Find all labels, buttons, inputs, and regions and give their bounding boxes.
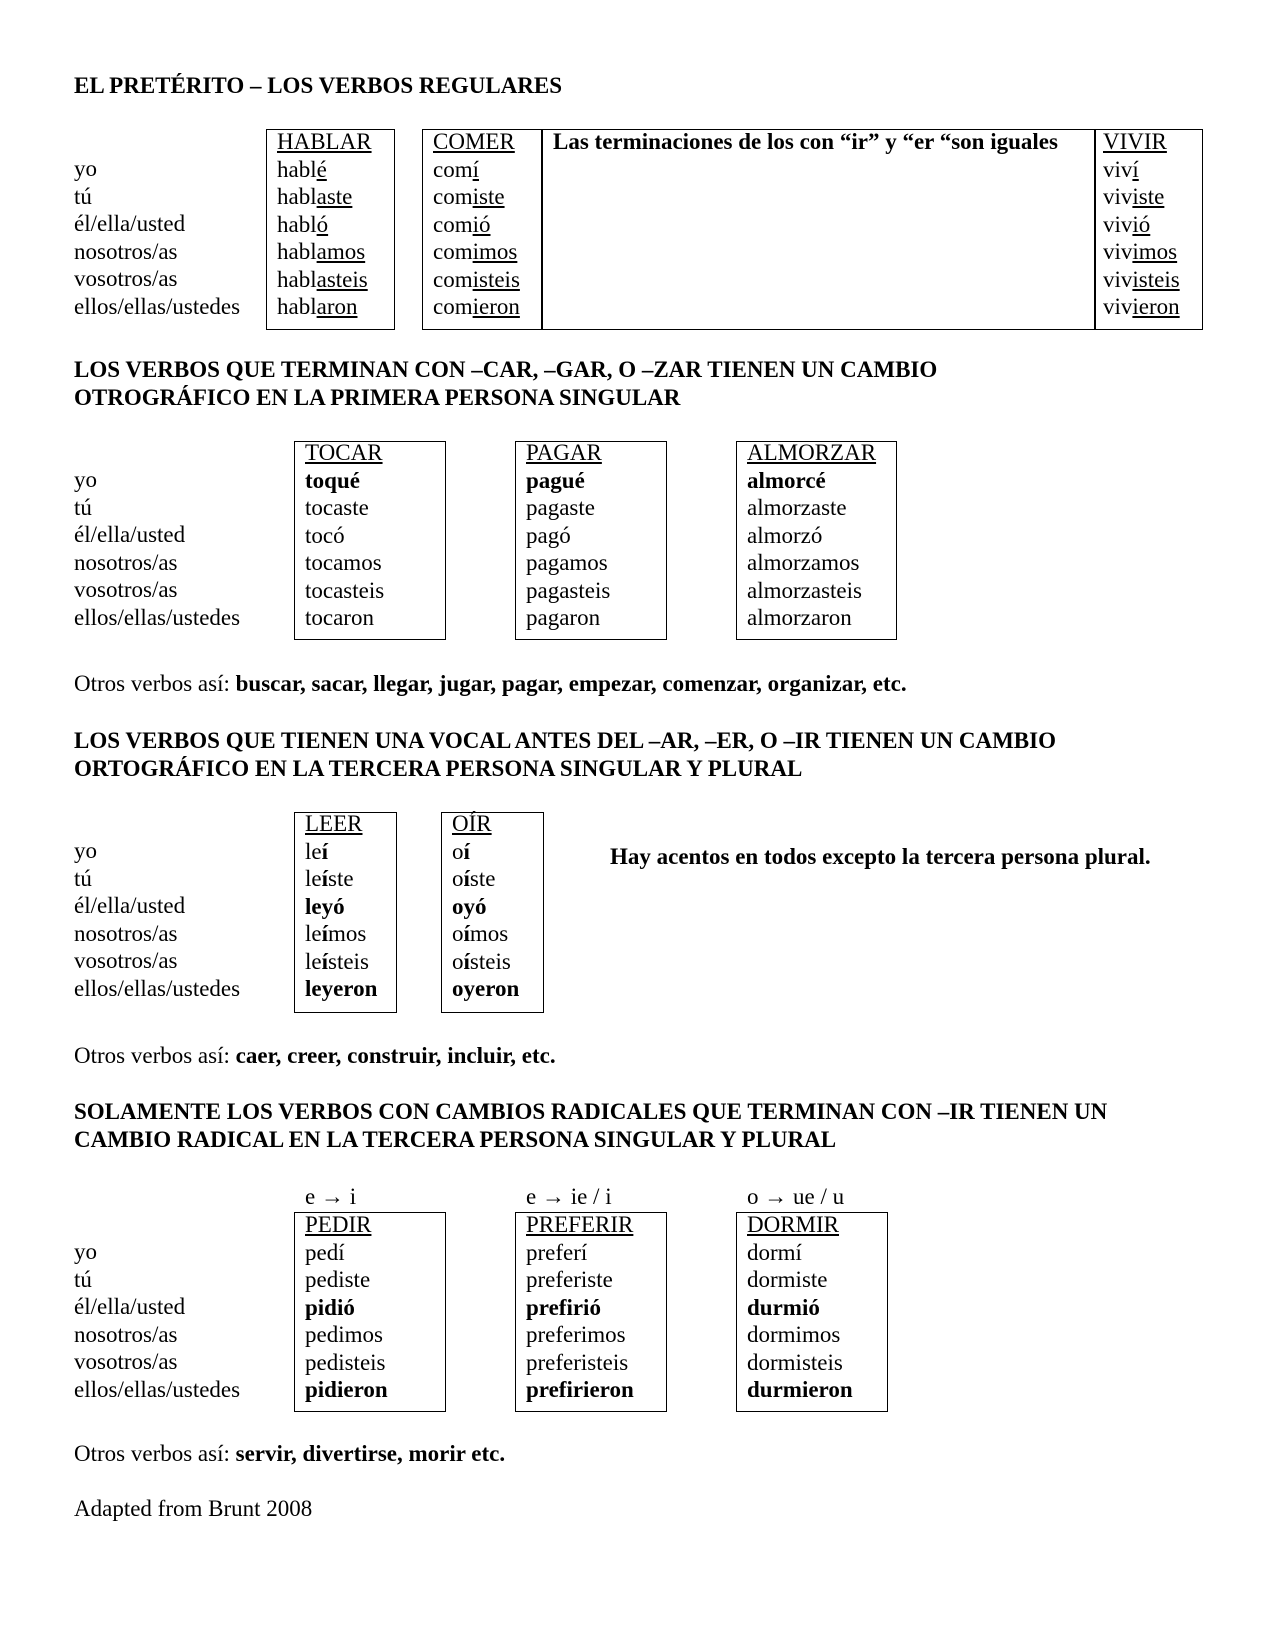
leer-form-tu: leíste [305, 866, 354, 891]
almorzar-form-ellos: almorzaron [747, 605, 852, 630]
pedir-form-el: pidió [305, 1294, 355, 1320]
pronoun-nosotros: nosotros/as [74, 1321, 178, 1347]
section3-other-verbs: Otros verbos así: caer, creer, construir, incluir, etc. [74, 1043, 556, 1068]
preferir-change-label: e → ie / i [526, 1184, 612, 1209]
pronoun-el: él/ella/usted [74, 1294, 186, 1319]
pronoun-yo: yo [74, 467, 97, 492]
tocar-form-tu: tocaste [305, 495, 369, 520]
pronoun-vosotros: vosotros/as [74, 577, 178, 602]
tocar-header: TOCAR [305, 440, 383, 465]
pedir-form-nosotros: pedimos [305, 1322, 383, 1347]
section2-other-verbs: Otros verbos así: buscar, sacar, llegar, jugar, pagar, empezar, comenzar, organizar, etc. [74, 671, 907, 696]
vivir-form-tu: viviste [1103, 184, 1165, 209]
preferir-form-vosotros: preferisteis [526, 1349, 629, 1375]
section4-heading: SOLAMENTE LOS VERBOS CON CAMBIOS RADICALES QUE TERMINAN CON –IR TIENEN UN CAMBIO RADICAL EN LA TERCERA PERSONA SINGULAR Y PLURAL [74, 1099, 1108, 1152]
tocar-column [305, 439, 384, 632]
section2-heading: LOS VERBOS QUE TERMINAN CON –CAR, –GAR, O –ZAR TIENEN UN CAMBIO OTROGRÁFICO EN LA PRIMERA PERSONA SINGULAR [74, 357, 938, 410]
vivir-form-ellos: vivieron [1103, 294, 1180, 319]
comer-vivir-box [422, 129, 1203, 330]
preferir-form-ellos: prefirieron [526, 1377, 634, 1402]
pagar-column [526, 439, 610, 632]
pedir-form-ellos: pidieron [305, 1377, 388, 1402]
hablar-form-vosotros: hablasteis [277, 266, 368, 292]
pronoun-vosotros: vosotros/as [74, 1349, 178, 1374]
pronoun-el: él/ella/usted [74, 522, 186, 547]
oir-form-vosotros: oísteis [452, 948, 511, 974]
almorzar-form-el: almorzó [747, 522, 823, 548]
pronoun-tu: tú [74, 1266, 92, 1292]
almorzar-column [747, 439, 876, 632]
pronoun-list [74, 155, 240, 320]
pedir-change-label: e → i [305, 1184, 357, 1209]
pedir-header: PEDIR [305, 1212, 372, 1237]
almorzar-header: ALMORZAR [747, 440, 877, 465]
pedir-form-yo: pedí [305, 1239, 345, 1265]
hablar-column [277, 128, 372, 321]
pronoun-nosotros: nosotros/as [74, 549, 178, 575]
comer-form-yo: comí [433, 156, 479, 182]
pronoun-el: él/ella/usted [74, 211, 186, 236]
preferir-header: PREFERIR [526, 1212, 634, 1237]
leer-form-ellos: leyeron [305, 976, 378, 1001]
preferir-form-nosotros: preferimos [526, 1322, 626, 1347]
vivir-form-nosotros: vivimos [1103, 239, 1178, 264]
oir-form-el: oyó [452, 893, 487, 919]
pagar-form-ellos: pagaron [526, 605, 601, 630]
leer-form-vosotros: leísteis [305, 948, 369, 974]
pronoun-list [74, 466, 240, 631]
preferir-column [526, 1211, 634, 1404]
oir-form-yo: oí [452, 838, 470, 864]
comer-form-el: comió [433, 211, 491, 237]
comer-column [433, 128, 520, 321]
vivir-column [1103, 128, 1180, 321]
leer-form-nosotros: leímos [305, 921, 367, 946]
tocar-form-el: tocó [305, 522, 345, 548]
pagar-form-el: pagó [526, 522, 571, 548]
pronoun-list [74, 1238, 240, 1403]
vivir-form-el: vivió [1103, 211, 1151, 237]
comer-form-ellos: comieron [433, 294, 520, 319]
dormir-form-vosotros: dormisteis [747, 1349, 843, 1375]
pronoun-tu: tú [74, 183, 92, 209]
tocar-form-yo: toqué [305, 467, 360, 493]
pedir-form-tu: pediste [305, 1267, 371, 1292]
comer-divider [541, 129, 543, 330]
pronoun-yo: yo [74, 1239, 97, 1264]
oir-form-nosotros: oímos [452, 921, 509, 946]
dormir-form-ellos: durmieron [747, 1377, 853, 1402]
leer-form-yo: leí [305, 838, 328, 864]
preferir-form-el: prefirió [526, 1294, 601, 1320]
hablar-form-el: habló [277, 211, 329, 237]
dormir-form-yo: dormí [747, 1239, 802, 1265]
tocar-form-vosotros: tocasteis [305, 577, 385, 603]
oir-form-ellos: oyeron [452, 976, 520, 1001]
pronoun-tu: tú [74, 865, 92, 891]
pronoun-tu: tú [74, 494, 92, 520]
pronoun-ellos: ellos/ellas/ustedes [74, 293, 241, 319]
preferir-form-tu: preferiste [526, 1267, 613, 1292]
pagar-form-tu: pagaste [526, 495, 595, 520]
hablar-form-tu: hablaste [277, 184, 353, 209]
pronoun-ellos: ellos/ellas/ustedes [74, 604, 241, 630]
pronoun-yo: yo [74, 838, 97, 863]
preferir-form-yo: preferí [526, 1239, 588, 1265]
vivir-form-vosotros: vivisteis [1103, 266, 1180, 292]
comer-form-vosotros: comisteis [433, 266, 520, 292]
dormir-change-label: o → ue / u [747, 1184, 845, 1209]
pedir-form-vosotros: pedisteis [305, 1349, 386, 1375]
pronoun-list [74, 837, 240, 1002]
pronoun-vosotros: vosotros/as [74, 948, 178, 973]
tocar-form-nosotros: tocamos [305, 550, 382, 575]
dormir-header: DORMIR [747, 1212, 840, 1237]
dormir-form-nosotros: dormimos [747, 1322, 841, 1347]
oir-header: OÍR [452, 811, 492, 836]
vivir-divider [1094, 129, 1096, 330]
pagar-form-yo: pagué [526, 467, 585, 493]
leer-header: LEER [305, 811, 363, 836]
leer-form-el: leyó [305, 893, 345, 919]
hablar-form-ellos: hablaron [277, 294, 358, 319]
almorzar-form-nosotros: almorzamos [747, 550, 860, 575]
pedir-column [305, 1211, 388, 1404]
vivir-form-yo: viví [1103, 156, 1139, 182]
endings-note: Las terminaciones de los con “ir” y “er “son iguales [553, 129, 1058, 154]
pronoun-nosotros: nosotros/as [74, 920, 178, 946]
tocar-form-ellos: tocaron [305, 605, 374, 630]
almorzar-form-vosotros: almorzasteis [747, 577, 862, 603]
oir-form-tu: oíste [452, 866, 496, 891]
section3-heading: LOS VERBOS QUE TIENEN UNA VOCAL ANTES DEL –AR, –ER, O –IR TIENEN UN CAMBIO ORTOGRÁFICO EN LA TERCERA PERSONA SINGULAR Y PLURAL [74, 728, 1056, 781]
dormir-form-tu: dormiste [747, 1267, 828, 1292]
pronoun-ellos: ellos/ellas/ustedes [74, 1376, 241, 1402]
pagar-form-nosotros: pagamos [526, 550, 608, 575]
almorzar-form-tu: almorzaste [747, 495, 847, 520]
hablar-form-yo: hablé [277, 156, 327, 182]
oir-column [452, 810, 519, 1003]
pronoun-vosotros: vosotros/as [74, 266, 178, 291]
hablar-form-nosotros: hablamos [277, 239, 366, 264]
comer-form-nosotros: comimos [433, 239, 518, 264]
pagar-header: PAGAR [526, 440, 602, 465]
pagar-form-vosotros: pagasteis [526, 577, 611, 603]
accent-note: Hay acentos en todos excepto la tercera persona plural. [610, 844, 1151, 869]
comer-form-tu: comiste [433, 184, 505, 209]
section4-other-verbs: Otros verbos así: servir, divertirse, morir etc. [74, 1441, 506, 1466]
comer-header: COMER [433, 129, 515, 154]
leer-column [305, 810, 377, 1003]
dormir-column [747, 1211, 853, 1404]
almorzar-form-yo: almorcé [747, 467, 826, 493]
vivir-header: VIVIR [1103, 129, 1167, 154]
dormir-form-el: durmió [747, 1294, 820, 1320]
pronoun-el: él/ella/usted [74, 893, 186, 918]
page-title: EL PRETÉRITO – LOS VERBOS REGULARES [74, 73, 563, 98]
pronoun-ellos: ellos/ellas/ustedes [74, 975, 241, 1001]
pronoun-yo: yo [74, 156, 97, 181]
pronoun-nosotros: nosotros/as [74, 238, 178, 264]
hablar-header: HABLAR [277, 129, 372, 154]
source-credit: Adapted from Brunt 2008 [74, 1496, 313, 1521]
